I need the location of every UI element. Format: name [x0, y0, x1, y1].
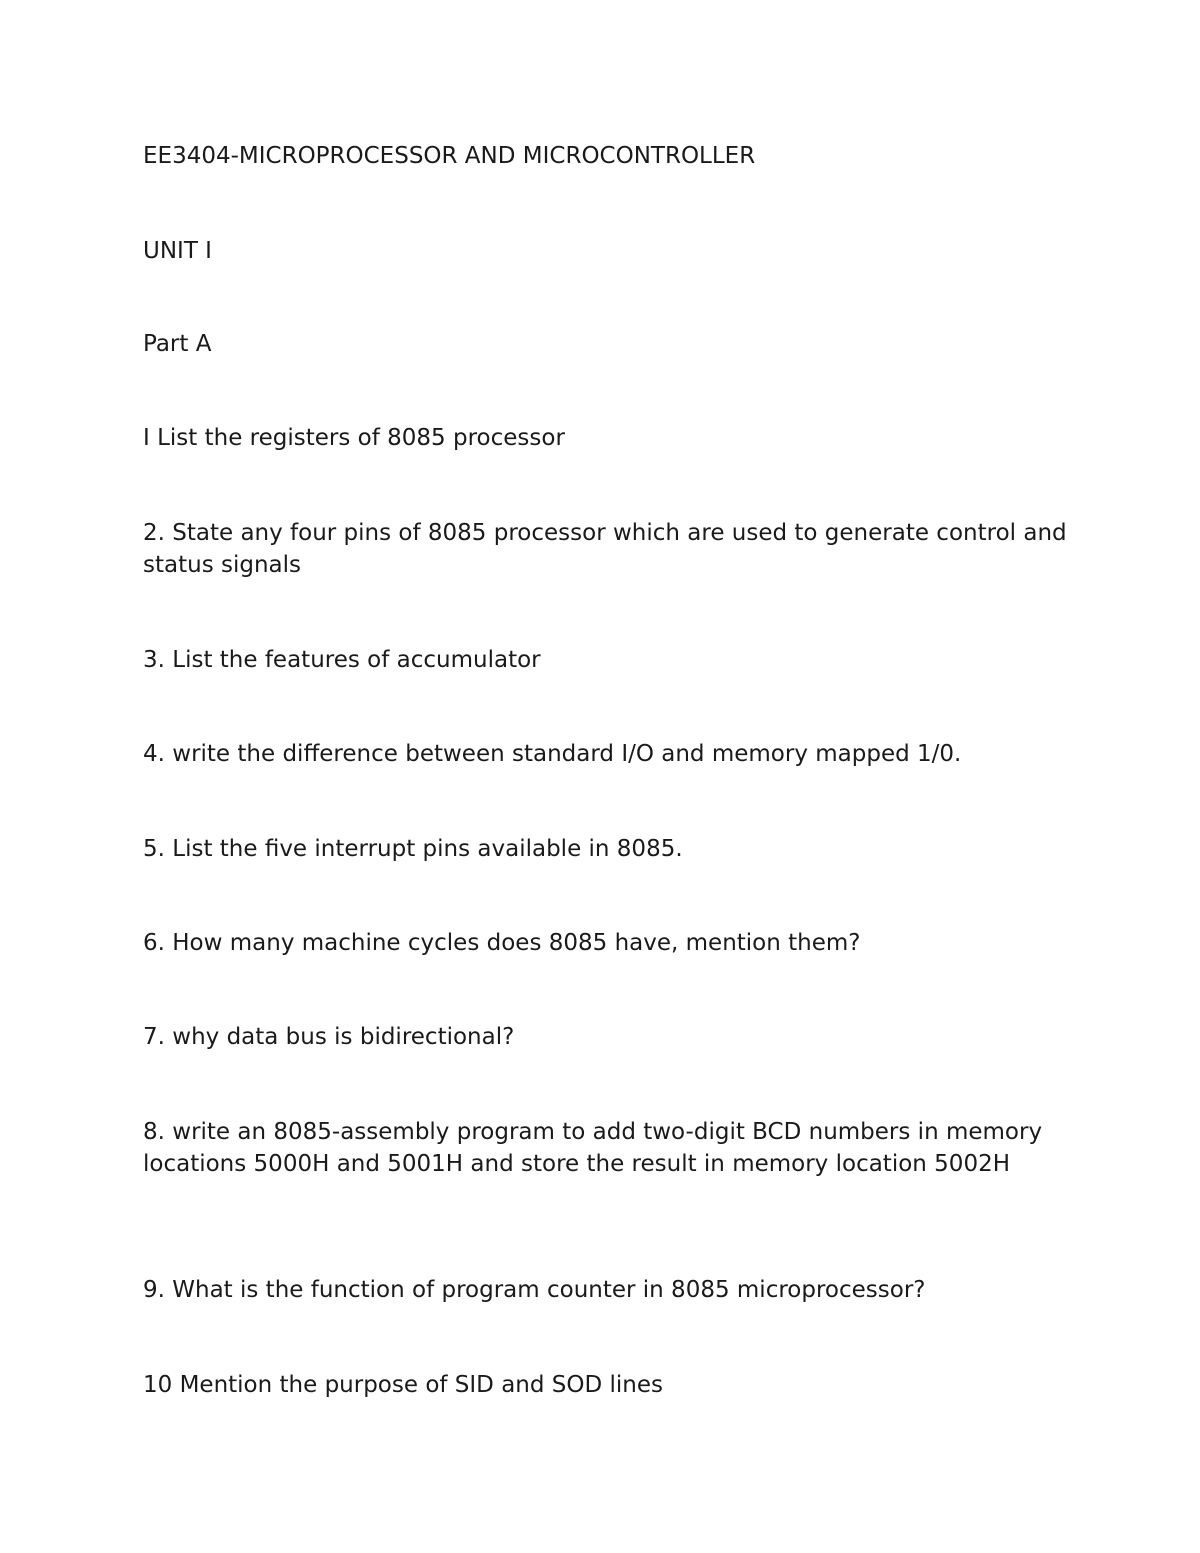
- question-3: 3. List the features of accumulator: [143, 647, 541, 673]
- question-10: 10 Mention the purpose of SID and SOD lines: [143, 1372, 664, 1398]
- question-6: 6. How many machine cycles does 8085 have, mention them?: [143, 930, 861, 956]
- question-2: 2. State any four pins of 8085 processor which are used to generate control and status signals: [143, 520, 1067, 578]
- question-4: 4. write the difference between standard I/O and memory mapped 1/0.: [143, 741, 962, 767]
- unit-heading: UNIT I: [143, 238, 212, 264]
- question-5: 5. List the five interrupt pins available in 8085.: [143, 836, 683, 862]
- part-heading: Part A: [143, 331, 212, 357]
- question-9: 9. What is the function of program counter in 8085 microprocessor?: [143, 1277, 926, 1303]
- question-1: I List the registers of 8085 processor: [143, 425, 565, 451]
- question-7: 7. why data bus is bidirectional?: [143, 1024, 515, 1050]
- course-title: EE3404-MICROPROCESSOR AND MICROCONTROLLER: [143, 143, 756, 169]
- question-8: 8. write an 8085-assembly program to add two-digit BCD numbers in memory locations 5000H and 5001H and store the result in memory location 5002H: [143, 1119, 1043, 1177]
